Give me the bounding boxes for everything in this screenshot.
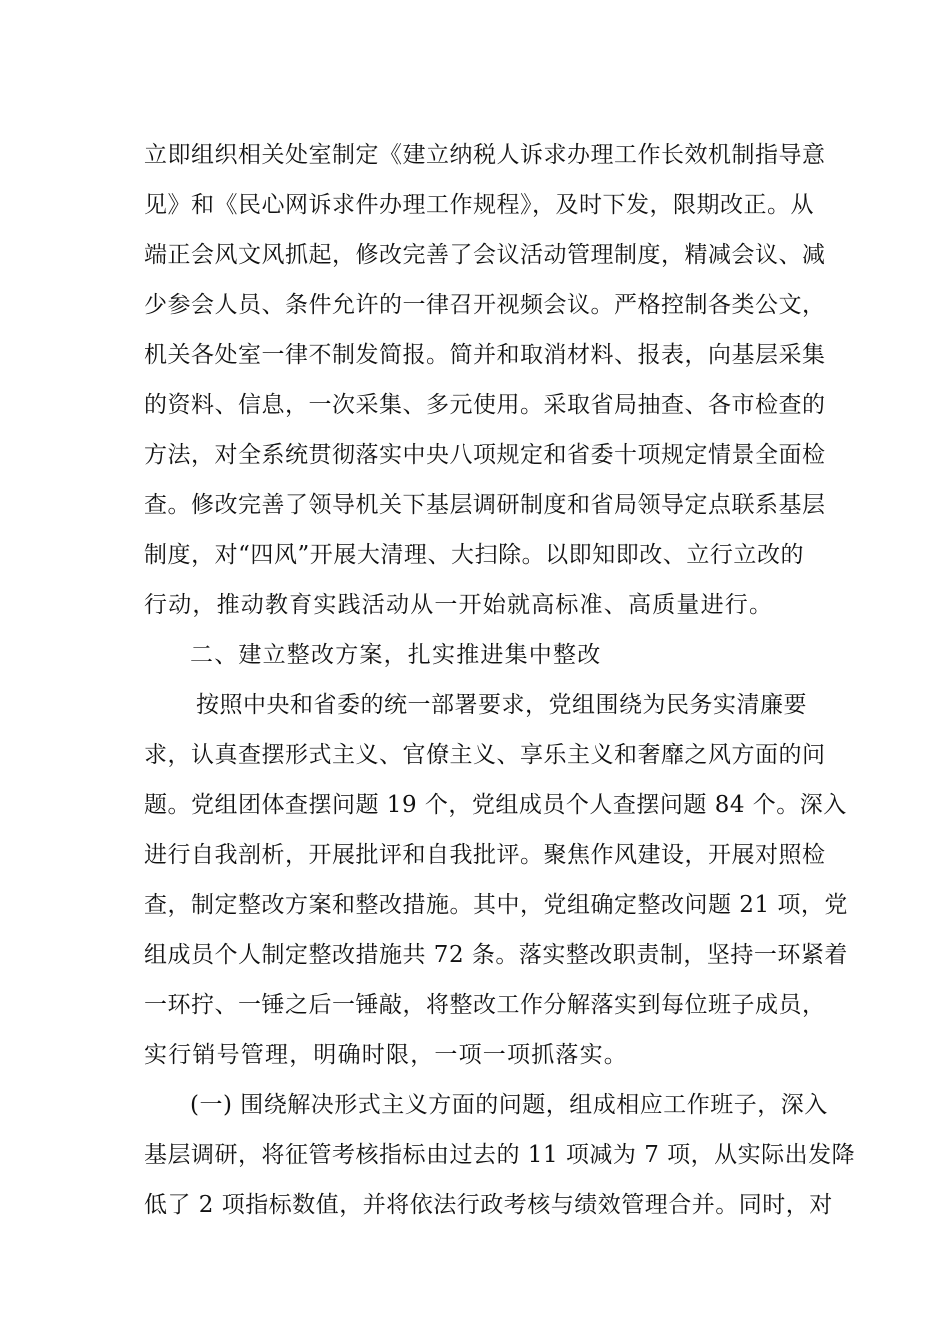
text-line: 见》和《民心网诉求件办理工作规程》，及时下发，限期改正。从 <box>144 192 814 218</box>
text-line: 制度，对“四风”开展大清理、大扫除。以即知即改、立行立改的 <box>144 542 804 568</box>
text-line: 的资料、信息，一次采集、多元使用。采取省局抽查、各市检查的 <box>144 392 826 418</box>
text-line: 查，制定整改方案和整改措施。其中，党组确定整改问题 21 项，党 <box>144 892 848 918</box>
text-line: (一) 围绕解决形式主义方面的问题，组成相应工作班子，深入 <box>190 1092 828 1118</box>
text-line: 基层调研，将征管考核指标由过去的 11 项减为 7 项，从实际出发降 <box>144 1142 856 1168</box>
text-line: 按照中央和省委的统一部署要求，党组围绕为民务实清廉要 <box>196 692 807 718</box>
text-line: 求，认真查摆形式主义、官僚主义、享乐主义和奢靡之风方面的问 <box>144 742 826 768</box>
text-line: 进行自我剖析，开展批评和自我批评。聚焦作风建设，开展对照检 <box>144 842 826 868</box>
text-line: 行动，推动教育实践活动从一开始就高标准、高质量进行。 <box>144 592 774 618</box>
text-line: 实行销号管理，明确时限，一项一项抓落实。 <box>144 1042 628 1068</box>
text-line: 组成员个人制定整改措施共 72 条。落实整改职责制，坚持一环紧着 <box>144 942 848 968</box>
text-line: 一环拧、一锤之后一锤敲，将整改工作分解落实到每位班子成员， <box>144 992 826 1018</box>
text-line: 方法，对全系统贯彻落实中央八项规定和省委十项规定情景全面检 <box>144 442 826 468</box>
text-line: 端正会风文风抓起，修改完善了会议活动管理制度，精减会议、减 <box>144 242 826 268</box>
text-line: 题。党组团体查摆问题 19 个，党组成员个人查摆问题 84 个。深入 <box>144 792 847 818</box>
text-line: 查。修改完善了领导机关下基层调研制度和省局领导定点联系基层 <box>144 492 826 518</box>
text-line: 低了 2 项指标数值，并将依法行政考核与绩效管理合并。同时，对 <box>144 1192 833 1218</box>
text-line: 少参会人员、条件允许的一律召开视频会议。严格控制各类公文， <box>144 292 826 318</box>
text-line: 立即组织相关处室制定《建立纳税人诉求办理工作长效机制指导意 <box>144 142 826 168</box>
text-line: 机关各处室一律不制发简报。简并和取消材料、报表，向基层采集 <box>144 342 826 368</box>
section-heading: 二、建立整改方案，扎实推进集中整改 <box>190 642 602 668</box>
